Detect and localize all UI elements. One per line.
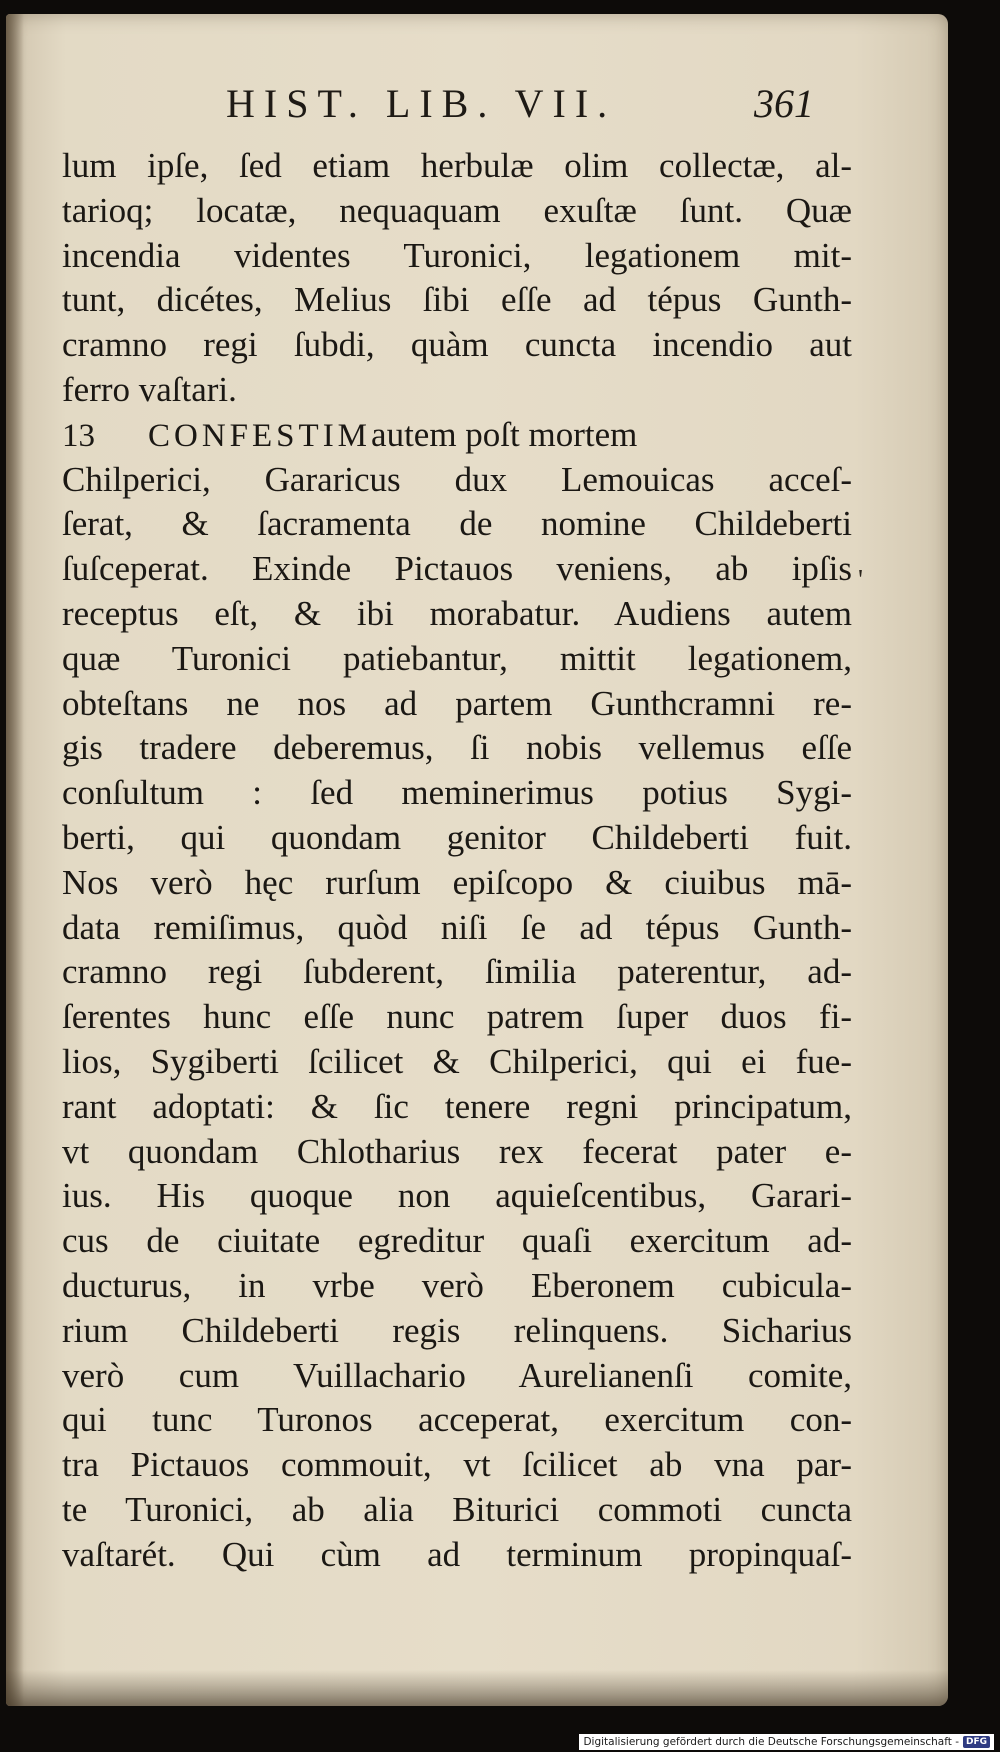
page-number: 361 <box>754 81 814 126</box>
page-header <box>6 80 948 140</box>
text-line: te Turonici, ab alia Biturici commoti cuncta <box>62 1489 852 1529</box>
text-line: ſuſceperat. Exinde Pictauos veniens, ab ipſis <box>62 549 852 589</box>
text-line: ſerentes hunc eſſe nunc patrem ſuper duos fi- <box>62 997 852 1037</box>
text-line: incendia videntes Turonici, legationem mit- <box>62 235 852 275</box>
text-line: vt quondam Chlotharius rex fecerat pater e- <box>62 1131 852 1171</box>
text-line: conſultum : ſed meminerimus potius Sygi- <box>62 773 852 813</box>
text-line: qui tunc Turonos acceperat, exercitum con- <box>62 1400 852 1440</box>
text-line: ſerat, & ſacramenta de nomine Childeberti <box>62 504 852 544</box>
text-line: cramno regi ſubderent, ſimilia paterentur, ad- <box>62 952 852 992</box>
text-line: lum ipſe, ſed etiam herbulæ olim collectæ, al- <box>62 146 852 185</box>
lines-before-chapter <box>62 144 852 413</box>
text-line: receptus eſt, & ibi morabatur. Audiens autem <box>62 593 852 633</box>
gutter-shadow <box>6 14 24 1706</box>
page-bottom-edge <box>6 1670 948 1706</box>
text-line: quæ Turonici patiebantur, mittit legationem, <box>62 638 852 678</box>
digitization-credit <box>579 1734 994 1750</box>
text-line: verò cum Vuillachario Aurelianenſi comite, <box>62 1355 852 1395</box>
chapter-first-line: autem poſt mortem <box>371 414 638 454</box>
lines-after-chapter <box>62 458 852 1578</box>
text-line: berti, qui quondam genitor Childeberti fuit. <box>62 817 852 857</box>
text-line: ferro vaſtari. <box>62 369 237 409</box>
running-head: HIST. LIB. VII. <box>226 81 617 126</box>
margin-mark: ' <box>858 565 864 596</box>
text-line: lios, Sygiberti ſcilicet & Chilperici, qui ei fue- <box>62 1041 852 1081</box>
text-line: vaſtarét. Qui cùm ad terminum propinquaſ- <box>62 1534 852 1574</box>
text-line: Nos verò hęc rurſum epiſcopo & ciuibus mā- <box>62 862 852 902</box>
text-line: gis tradere deberemus, ſi nobis vellemus eſſe <box>62 728 852 768</box>
credit-text: Digitalisierung gefördert durch die Deutsche Forschungsgemeinschaft - <box>583 1736 959 1748</box>
body-text <box>62 144 852 1578</box>
book-page <box>6 14 948 1706</box>
text-line: tunt, dicétes, Melius ſibi eſſe ad tépus Gunth- <box>62 280 852 320</box>
text-line: cus de ciuitate egreditur quaſi exercitum ad- <box>62 1221 852 1261</box>
text-line: rium Childeberti regis relinquens. Sicharius <box>62 1310 852 1350</box>
text-line: ducturus, in vrbe verò Eberonem cubicula- <box>62 1265 852 1305</box>
text-line: tarioq; locatæ, nequaquam exuſtæ ſunt. Quæ <box>62 190 852 230</box>
text-line: tra Pictauos commouit, vt ſcilicet ab vna par- <box>62 1445 852 1485</box>
text-line: rant adoptati: & ſic tenere regni principatum, <box>62 1086 852 1126</box>
chapter-capitals: CONFESTIM <box>148 417 372 454</box>
text-line: ius. His quoque non aquieſcentibus, Garari- <box>62 1176 852 1216</box>
text-line: data remiſimus, quòd niſi ſe ad tépus Gunth- <box>62 907 852 947</box>
chapter-opening <box>62 413 852 458</box>
chapter-number: 13 <box>62 417 95 454</box>
text-line: cramno regi ſubdi, quàm cuncta incendio aut <box>62 325 852 365</box>
text-line: obteſtans ne nos ad partem Gunthcramni re- <box>62 683 852 723</box>
dfg-logo-icon: DFG <box>963 1736 990 1748</box>
text-line: Chilperici, Gararicus dux Lemouicas acceſ- <box>62 459 852 499</box>
